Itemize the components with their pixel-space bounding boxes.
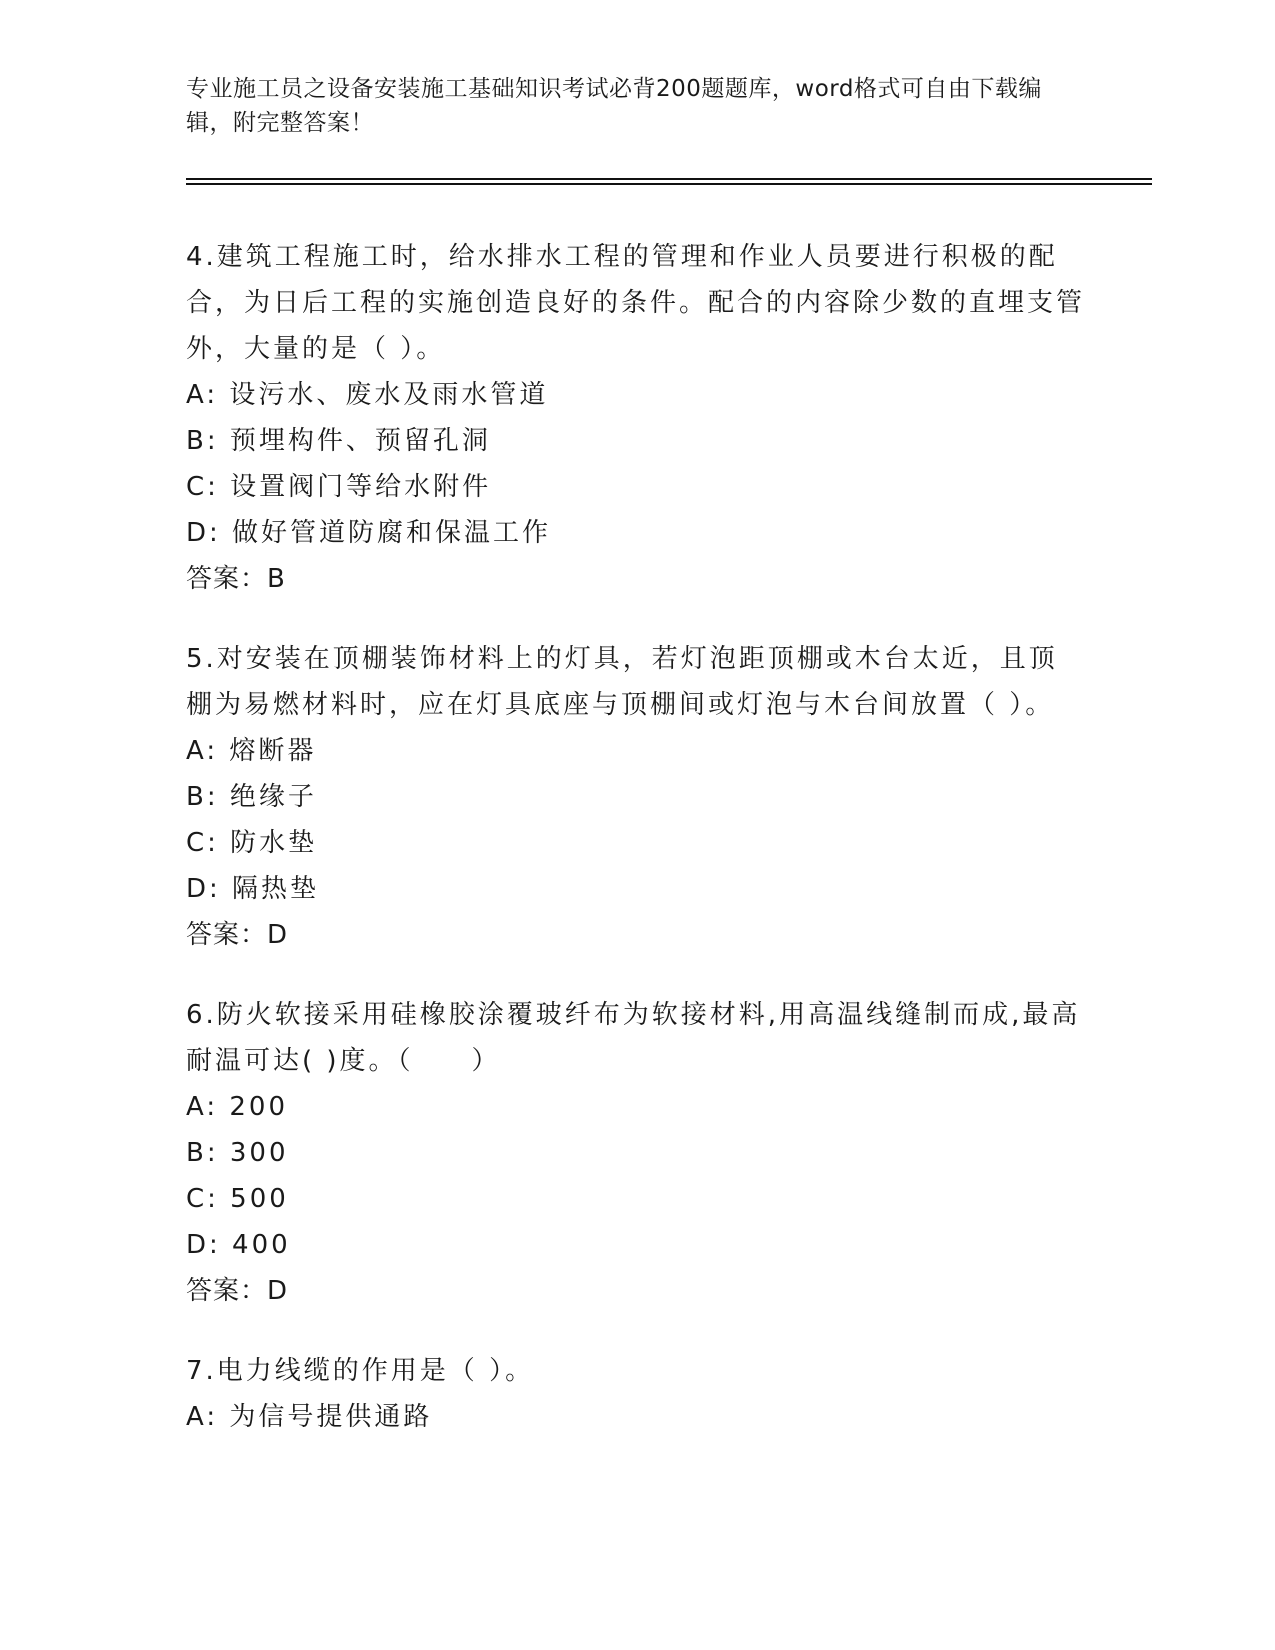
option-d: D: 做好管道防腐和保温工作 xyxy=(186,518,552,548)
answer-line: 答案：B xyxy=(186,564,286,594)
question-5 xyxy=(186,636,1086,958)
question-text: 5.对安装在顶棚装饰材料上的灯具，若灯泡距顶棚或木台太近，且顶棚为易燃材料时，应在灯具底座与顶棚间或灯泡与木台间放置（ ）。 xyxy=(186,644,1058,720)
option-b: B: 绝缘子 xyxy=(186,782,317,812)
option-c: C: 500 xyxy=(186,1184,289,1214)
document-header: 专业施工员之设备安装施工基础知识考试必背200题题库，word格式可自由下载编辑，附完整答案！ xyxy=(186,76,1042,136)
question-6 xyxy=(186,992,1086,1314)
question-text: 7.电力线缆的作用是（ ）。 xyxy=(186,1356,535,1386)
header-divider-top xyxy=(186,178,1152,180)
option-a: A: 为信号提供通路 xyxy=(186,1402,433,1432)
question-7 xyxy=(186,1348,1086,1440)
answer-line: 答案：D xyxy=(186,1276,289,1306)
question-text: 4.建筑工程施工时，给水排水工程的管理和作业人员要进行积极的配合，为日后工程的实施创造良好的条件。配合的内容除少数的直埋支管外，大量的是（ ）。 xyxy=(186,242,1086,364)
option-d: D: 隔热垫 xyxy=(186,874,320,904)
option-d: D: 400 xyxy=(186,1230,291,1260)
question-text: 6.防火软接采用硅橡胶涂覆玻纤布为软接材料,用高温线缝制而成,最高耐温可达( )度。（ ） xyxy=(186,1000,1081,1076)
option-c: C: 防水垫 xyxy=(186,828,318,858)
option-a: A: 设污水、废水及雨水管道 xyxy=(186,380,549,410)
question-4 xyxy=(186,234,1086,602)
answer-line: 答案：D xyxy=(186,920,289,950)
option-b: B: 预埋构件、预留孔洞 xyxy=(186,426,491,456)
question-list xyxy=(186,234,1086,1474)
option-a: A: 熔断器 xyxy=(186,736,317,766)
option-b: B: 300 xyxy=(186,1138,289,1168)
header-divider-bottom xyxy=(186,183,1152,185)
option-a: A: 200 xyxy=(186,1092,288,1122)
option-c: C: 设置阀门等给水附件 xyxy=(186,472,492,502)
